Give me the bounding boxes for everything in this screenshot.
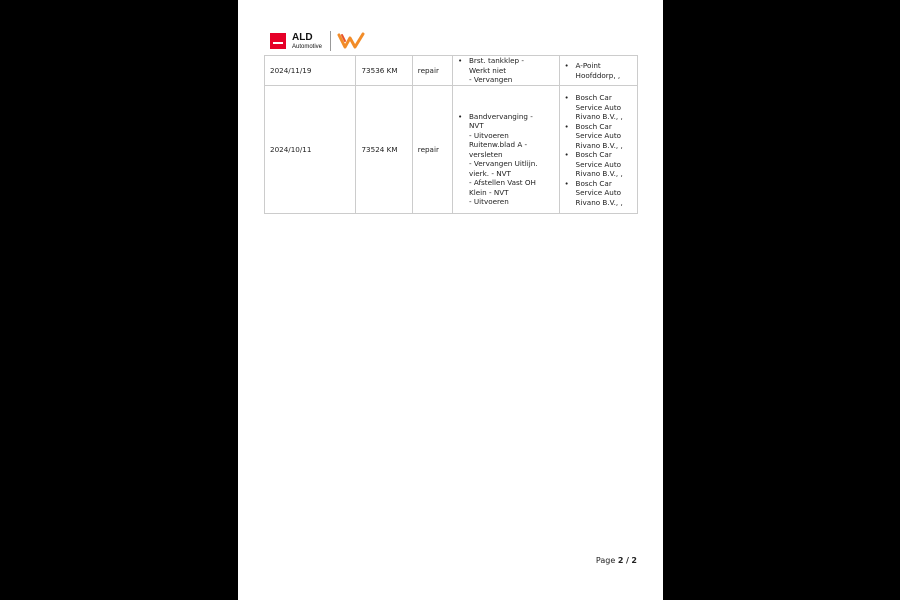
mileage-cell: 73536 KM <box>356 56 412 86</box>
header-logos <box>270 30 367 52</box>
table-row <box>265 86 638 214</box>
date-cell: 2024/11/19 <box>265 56 356 86</box>
ald-name: ALD <box>292 31 313 43</box>
work-cell <box>452 86 559 214</box>
dealer-item: • Bosch Car Service Auto Rivano B.V., , <box>565 179 632 208</box>
mileage-cell: 73524 KM <box>356 86 412 214</box>
dealer-cell <box>559 86 637 214</box>
dealer-item: • Bosch Car Service Auto Rivano B.V., , <box>565 150 632 179</box>
ald-logo-text <box>292 33 322 50</box>
work-item: • Bandvervanging - NVT - Uitvoeren Ruitenw.blad A - versleten - Vervangen Uitlijn. vierk. - NVT - Afstellen Vast OH Klein - NVT - Uitvoeren <box>458 112 554 207</box>
total-pages: 2 <box>631 556 637 565</box>
work-item: • Brst. tankklep - Werkt niet - Vervangen <box>458 56 554 85</box>
maintenance-table <box>264 55 638 214</box>
dealer-item: • A-Point Hoofddorp, , <box>565 61 632 80</box>
current-page: 2 <box>617 556 624 565</box>
table-row <box>265 56 638 86</box>
page-label: Page <box>595 556 616 565</box>
dealer-item: • Bosch Car Service Auto Rivano B.V., , <box>565 93 632 122</box>
type-cell: repair <box>412 56 452 86</box>
w-brand-logo-icon <box>337 32 367 50</box>
work-cell <box>452 56 559 86</box>
document-page <box>238 0 663 600</box>
type-cell: repair <box>412 86 452 214</box>
dealer-cell <box>559 56 637 86</box>
page-number <box>596 556 637 565</box>
page-separator: / <box>625 556 629 565</box>
date-cell: 2024/10/11 <box>265 86 356 214</box>
ald-logo-icon <box>270 33 286 49</box>
dealer-item: • Bosch Car Service Auto Rivano B.V., , <box>565 122 632 151</box>
logo-divider <box>330 31 331 51</box>
ald-subtitle: Automotive <box>292 43 323 50</box>
